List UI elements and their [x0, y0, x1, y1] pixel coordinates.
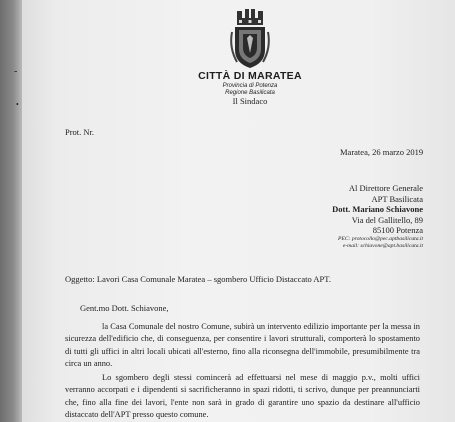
recipient-pec: PEC: protocollo@pec.aptbasilicata.it: [338, 235, 423, 242]
margin-mark: •: [16, 100, 19, 109]
city-name: CITTÀ DI MARATEA: [198, 70, 302, 82]
recipient-organization: APT Basilicata: [371, 193, 423, 204]
scan-gutter: [0, 0, 22, 422]
body-paragraph: Lo sgombero degli stessi comincerà ad effettuarsi nel mese di maggio p.v., molti uffici verranno accorpati e i dipendenti si sacrificheranno in spazi ridotti, ti scrivo, dunque per preannunciarti che, fino alla fine dei lavori, l'ente non sarà in grado di garantire uno spazio da destinare all'ufficio distaccato dell'APT presso questo comune.: [65, 373, 420, 419]
mayor-office: Il Sindaco: [232, 96, 268, 106]
recipient-address: [332, 183, 423, 250]
recipient-title: Al Direttore Generale: [348, 183, 423, 193]
letter-subject: Oggetto: Lavori Casa Comunale Maratea – sgombero Ufficio Distaccato APT.: [65, 274, 331, 284]
recipient-city: 85100 Potenza: [372, 225, 423, 236]
salutation: Gent.mo Dott. Schiavone,: [80, 303, 169, 313]
coat-of-arms-icon: [227, 8, 273, 70]
region-line: Regione Basilicata: [225, 90, 275, 96]
province-line: Provincia di Potenza: [222, 83, 278, 89]
body-paragraph: la Casa Comunale del nostro Comune, subirà un intervento edilizio importante per la messa in sicurezza dell'edificio che, di conseguenza, per consentire i lavori strutturali, comporterà lo spostamento di tutti gli uffici in altri locali ubicati all'esterno, fino alla riconsegna dell'immobile, presumibilmente tra circa un anno.: [65, 322, 420, 368]
letter-date: Maratea, 26 marzo 2019: [340, 147, 424, 157]
recipient-name: Dott. Mariano Schiavone: [332, 204, 423, 215]
margin-mark: -: [14, 66, 18, 77]
recipient-email: e-mail: schiavone@apt.basilicata.it: [342, 242, 423, 249]
recipient-street: Via del Gallitello, 89: [351, 214, 423, 225]
protocol-number: Prot. Nr.: [65, 127, 95, 137]
